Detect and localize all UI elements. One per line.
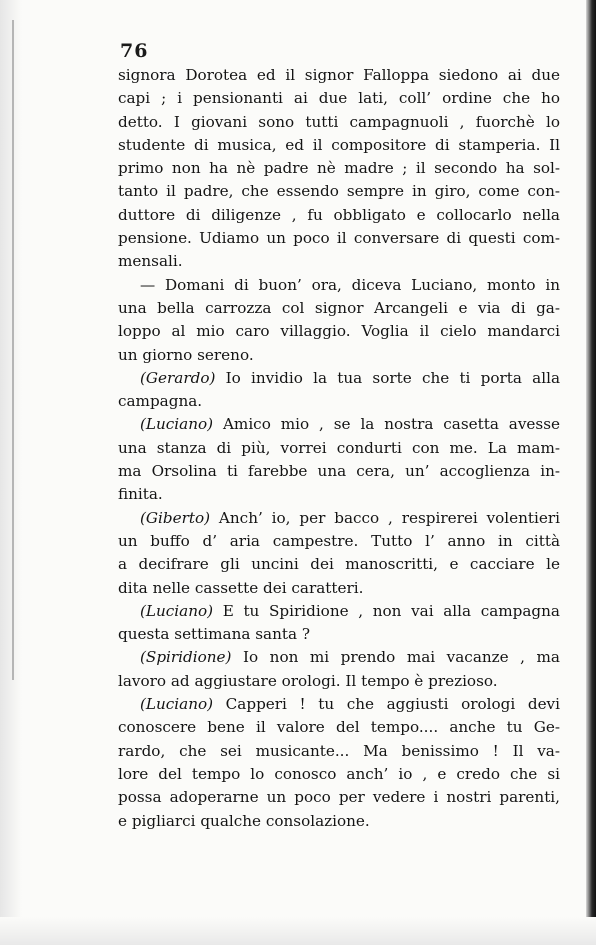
text-line: (Luciano) E tu Spiridione , non vai alla campagna xyxy=(140,601,560,620)
text-line: (Gerardo) Io invidio la tua sorte che ti porta alla xyxy=(140,368,560,387)
text-line: dita nelle cassette dei caratteri. xyxy=(118,578,364,597)
text-line: studente di musica, ed il compositore di stamperia. Il xyxy=(118,135,560,154)
text-line: (Luciano) Capperi ! tu che aggiusti orologi devi xyxy=(140,695,560,714)
text-line: pensione. Udiamo un poco il conversare di questi com- xyxy=(118,229,560,248)
scan-right-edge xyxy=(586,0,596,945)
speaker-name: (Spiridione) xyxy=(140,648,232,667)
text-line: una stanza di più, vorrei condurti con me. La mam- xyxy=(118,438,560,457)
text-line: un buffo d’ aria campestre. Tutto l’ anno in città xyxy=(118,531,560,550)
scan-bottom-edge xyxy=(0,917,596,945)
text-line: capi ; i pensionanti ai due lati, coll’ ordine che ho xyxy=(118,89,560,108)
text-line: loppo al mio caro villaggio. Voglia il cielo mandarci xyxy=(118,322,560,341)
text-line: (Luciano) Amico mio , se la nostra casetta avesse xyxy=(140,415,560,434)
text-line: detto. I giovani sono tutti campagnuoli , fuorchè lo xyxy=(118,112,560,131)
text-line: — Domani di buon’ ora, diceva Luciano, monto in xyxy=(140,275,560,294)
text-line: una bella carrozza col signor Arcangeli e via di ga- xyxy=(118,298,560,317)
text-line: (Giberto) Anch’ io, per bacco , respirerei volentieri xyxy=(140,508,560,527)
text-line: possa adoperarne un poco per vedere i nostri parenti, xyxy=(118,788,560,807)
text-line: ma Orsolina ti farebbe una cera, un’ accoglienza in- xyxy=(118,462,560,481)
text-line: tanto il padre, che essendo sempre in giro, come con- xyxy=(118,182,560,201)
text-line: rardo, che sei musicante... Ma benissimo ! Il va- xyxy=(118,741,560,760)
speaker-name: (Luciano) xyxy=(140,695,214,714)
text-line: finita. xyxy=(118,485,163,504)
text-line: lavoro ad aggiustare orologi. Il tempo è prezioso. xyxy=(118,671,498,690)
text-line: (Spiridione) Io non mi prendo mai vacanze , ma xyxy=(140,648,560,667)
body-text xyxy=(118,64,560,833)
text-line: a decifrare gli uncini dei manoscritti, e cacciare le xyxy=(118,555,560,574)
text-line: primo non ha nè padre nè madre ; il secondo ha sol- xyxy=(118,159,560,178)
text-line: conoscere bene il valore del tempo.... anche tu Ge- xyxy=(118,718,560,737)
text-line: duttore di diligenze , fu obbligato e collocarlo nella xyxy=(118,205,560,224)
text-line: campagna. xyxy=(118,392,203,411)
text-line: e pigliarci qualche consolazione. xyxy=(118,811,370,830)
speaker-name: (Giberto) xyxy=(140,508,211,527)
scan-left-edge xyxy=(0,0,22,945)
speaker-name: (Luciano) xyxy=(140,601,214,620)
speaker-name: (Luciano) xyxy=(140,415,214,434)
text-line: lore del tempo lo conosco anch’ io , e credo che si xyxy=(118,764,560,783)
text-line: un giorno sereno. xyxy=(118,345,254,364)
scan-gutter-line xyxy=(12,20,14,680)
text-line: signora Dorotea ed il signor Falloppa siedono ai due xyxy=(118,66,560,84)
text-line: mensali. xyxy=(118,252,183,271)
text-line: questa settimana santa ? xyxy=(118,625,310,644)
page-number: 76 xyxy=(120,40,149,62)
speaker-name: (Gerardo) xyxy=(140,368,216,387)
